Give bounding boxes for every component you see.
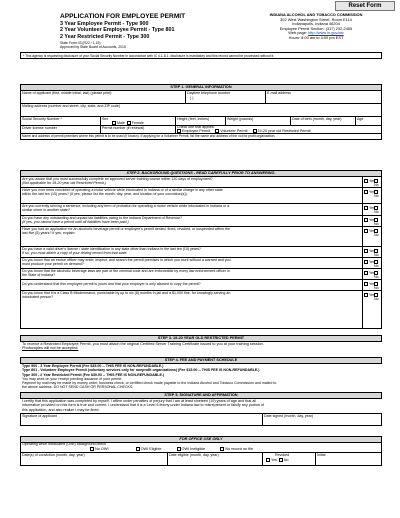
revoked-yes-label: Yes bbox=[271, 458, 277, 462]
yes-label: Yes bbox=[369, 218, 375, 222]
q5-answer bbox=[364, 229, 382, 233]
q9-no bbox=[374, 282, 379, 290]
agency-address2: Indianapolis, Indiana 46204 bbox=[292, 21, 340, 27]
female-checkbox[interactable] bbox=[127, 121, 131, 125]
agency-web-link[interactable]: http://www.in.gov/atc bbox=[308, 30, 344, 36]
daytime-phone-label: Daytime telephone number bbox=[187, 91, 231, 95]
q2-answer bbox=[364, 190, 382, 194]
q2-text: Have you ever been convicted of operating a motor vehicle while intoxicated in Indiana or of a similar charge in any other state bbox=[22, 188, 223, 192]
ssn-label: Social Security Number * bbox=[22, 117, 62, 121]
agency-block bbox=[250, 13, 382, 41]
agency-hours: Hours: 8:00 am to 4:00 pm EST bbox=[288, 34, 344, 40]
q1-yes-checkbox[interactable] bbox=[364, 179, 368, 183]
q6-text: Do you have a valid driver's license / state identification in any state other than Indiana in the last ten (10) years? bbox=[22, 247, 201, 251]
no-label: No bbox=[374, 183, 379, 188]
affirmation-line-1: I certify that this application was completed by myself. I affirm under penalties of perjury that I am at least nineteen (19) years of age and that all bbox=[22, 399, 257, 403]
owi-ineligible-checkbox[interactable] bbox=[177, 447, 181, 451]
permit-type-900: 3 Year Employee Permit - Type 900 bbox=[60, 21, 149, 27]
q8-note: the State of Indiana? bbox=[22, 273, 56, 278]
yes-label: Yes bbox=[369, 190, 375, 194]
q3-no bbox=[374, 206, 379, 214]
no-label: No bbox=[374, 275, 379, 280]
email-field[interactable] bbox=[267, 95, 379, 102]
q10-answer bbox=[364, 293, 382, 297]
question-7 bbox=[22, 258, 231, 267]
date-signed-field[interactable] bbox=[264, 418, 379, 425]
q1-note: (Not applicable for 19-20 year old Restricted Permit.) bbox=[22, 181, 106, 186]
applicant-name-label: Name of applicant (first, middle initial, last) (please print) bbox=[22, 91, 112, 95]
question-3 bbox=[22, 204, 229, 213]
question-5 bbox=[22, 227, 230, 236]
q4-text: Do you have any outstanding and unpaid tax liabilities owing to the Indiana Department of Revenue? bbox=[22, 216, 183, 220]
q2-yes-checkbox[interactable] bbox=[364, 190, 368, 194]
reset-form-button[interactable]: Reset Form bbox=[335, 1, 395, 11]
revoked-no-checkbox[interactable] bbox=[279, 458, 283, 462]
no-label: No bbox=[374, 194, 379, 199]
sex-options bbox=[112, 121, 144, 125]
restricted-permit-label: 19-20 year old Restricted Permit bbox=[257, 129, 311, 133]
step2-header: STEP 2. BACKGROUND QUESTIONS - READ CAREFULLY PRIOR TO ANSWERING. bbox=[20, 170, 382, 177]
q9-yes-checkbox[interactable] bbox=[364, 282, 368, 286]
owi-eligible-checkbox[interactable] bbox=[136, 447, 140, 451]
agency-phone: Employee Permit Section: (317) 232-2455 bbox=[279, 25, 353, 31]
q10-no bbox=[374, 293, 379, 301]
applicant-name-field[interactable] bbox=[22, 95, 182, 102]
male-label: Male bbox=[117, 121, 125, 125]
q5-note: last five (5) years? If yes, explain: bbox=[22, 231, 76, 236]
step3-header: STEP 3. 19-20 YEAR OLD RESTRICTED PERMIT bbox=[20, 335, 382, 342]
initial-label: Initial bbox=[317, 453, 326, 457]
step1-header: STEP 1. GENERAL INFORMATION bbox=[20, 84, 382, 91]
no-owi-label: No OWI bbox=[95, 447, 109, 451]
q8-answer bbox=[364, 271, 382, 275]
owi-check-label: Operating while intoxicated (OWI) background check bbox=[22, 442, 106, 446]
q7-note: must produce your permit on demand? bbox=[22, 262, 84, 267]
affirmation-text bbox=[22, 399, 264, 412]
q6-yes-checkbox[interactable] bbox=[364, 249, 368, 253]
q6-answer bbox=[364, 249, 382, 253]
question-1 bbox=[22, 177, 213, 186]
affirmation-line-3: this application, and also realize I may be fined. bbox=[22, 407, 100, 412]
employee-permit-label: Employee Permit bbox=[182, 129, 211, 133]
q10-note: intoxicated person? bbox=[22, 295, 54, 300]
ssn-notice: * This agency is requesting disclosure of your Social Security Number in accordance with IC 4-1-8-1; disclosure is mandatory and this record cannot be processed without it. bbox=[20, 52, 382, 59]
q1-text: Are you aware that you must successfully complete an approved server training course within 120 days of employment? bbox=[22, 177, 213, 181]
q7-yes-checkbox[interactable] bbox=[364, 260, 368, 264]
email-label: E-mail address bbox=[267, 91, 291, 95]
yes-label: Yes bbox=[369, 293, 375, 297]
q7-no bbox=[374, 260, 379, 268]
height-label: Height (feet, inches) bbox=[177, 117, 210, 121]
mailing-address-field[interactable] bbox=[22, 108, 378, 115]
weight-label: Weight (pounds) bbox=[227, 117, 254, 121]
permit-type-801: 2 Year Volunteer Employee Permit - Type 801 bbox=[60, 27, 175, 34]
q2-note: within the last ten (10) years? (If yes, please list the month, day, year, and location of your conviction(s)). bbox=[22, 192, 188, 197]
volunteer-permit-label: Volunteer Permit bbox=[220, 129, 248, 133]
web-prefix: Web page: bbox=[288, 30, 309, 36]
form-number bbox=[60, 41, 126, 50]
question-10 bbox=[22, 291, 230, 300]
check-one-label: Check one that applies: bbox=[177, 125, 215, 129]
question-2 bbox=[22, 188, 223, 197]
owi-options bbox=[90, 447, 380, 451]
q3-answer bbox=[364, 206, 382, 210]
yes-label: Yes bbox=[369, 229, 375, 233]
no-label: No bbox=[374, 222, 379, 227]
owi-eligible-label: OWI Eligible bbox=[140, 447, 162, 451]
male-checkbox[interactable] bbox=[112, 121, 116, 125]
owi-ineligible-label: OWI Ineligible bbox=[181, 447, 206, 451]
q4-no bbox=[374, 218, 379, 226]
agency-name: INDIANA ALCOHOL AND TOBACCO COMMISSION bbox=[269, 12, 363, 17]
permit-types bbox=[60, 21, 174, 40]
q4-yes-checkbox[interactable] bbox=[364, 218, 368, 222]
date-signed-label: Date signed (month, day, year) bbox=[264, 414, 314, 418]
yes-label: Yes bbox=[369, 260, 375, 264]
revoked-no-label: No bbox=[283, 458, 289, 462]
q8-no bbox=[374, 271, 379, 279]
date-eligible-label: Date eligible (month, day, year) bbox=[169, 453, 219, 457]
q8-text: Do you know that the alcoholic beverage laws are part of the criminal code and are enforceable by every law enforcement officer in bbox=[22, 269, 230, 273]
step3-text bbox=[22, 342, 264, 351]
office-header: FOR OFFICE USE ONLY bbox=[20, 436, 382, 443]
form-title: APPLICATION FOR EMPLOYEE PERMIT bbox=[60, 13, 186, 20]
q5-no bbox=[374, 229, 379, 237]
payment-line-3: the above address. DO NOT SEND CASH OR PERSONAL CHECKS. bbox=[22, 385, 134, 390]
agency-address1: 302 West Washington Street, Room E114 bbox=[280, 16, 352, 22]
question-4 bbox=[22, 216, 182, 225]
no-label: No bbox=[374, 297, 379, 302]
q10-yes-checkbox[interactable] bbox=[364, 293, 368, 297]
step3-line2: Photocopies will not be accepted. bbox=[22, 346, 79, 351]
q7-text: Do you know that an excise officer may enter, inspect, and search the permit premises in which you work without a warrant and you bbox=[22, 258, 231, 262]
permit-type-300: 2 Year Restricted Permit - Type 300 bbox=[60, 33, 150, 40]
fee-type-300: Type 300 - 2 Year Restricted Permit (Fee $30.00 -- THIS FEE IS NON-REFUNDABLE.) bbox=[22, 372, 165, 377]
employee-permit-checkbox[interactable] bbox=[177, 129, 181, 133]
question-8 bbox=[22, 269, 230, 278]
no-label: No bbox=[374, 253, 379, 258]
no-label: No bbox=[374, 286, 379, 291]
signature-field[interactable] bbox=[22, 418, 260, 425]
date-conviction-label: Date(s) of conviction (month, day, year) bbox=[22, 453, 85, 457]
q3-yes-checkbox[interactable] bbox=[364, 206, 368, 210]
q9-answer bbox=[364, 282, 382, 286]
no-label: No bbox=[374, 210, 379, 215]
fee-type-900: Type 900 - 3 Year Employee Permit (Fee $45.00 -- THIS FEE IS NON-REFUNDABLE.) bbox=[22, 364, 164, 368]
payment-line-1: You may work on your receipt pending issuance of your permit. bbox=[22, 376, 123, 381]
yes-label: Yes bbox=[369, 249, 375, 253]
form-number-text: State Form 43 (R22 / 1-15) bbox=[60, 41, 101, 45]
approved-text: Approved by State Board of Accounts, 2015 bbox=[60, 45, 126, 50]
q6-note: If so, you must attach a copy of your driving record from that state. bbox=[22, 251, 128, 256]
q1-no bbox=[374, 179, 379, 187]
no-label: No bbox=[374, 233, 379, 238]
revoked-yes-checkbox[interactable] bbox=[266, 458, 270, 462]
step4-header: STEP 4. FEE AND PAYMENT SCHEDULE bbox=[20, 357, 382, 364]
volunteer-permit-checkbox[interactable] bbox=[215, 129, 219, 133]
q10-text: Do you know that it is a Class B Misdemeanor, punishable by up to six (6) months in jail and a $1,000 fine, for knowingly serving an bbox=[22, 291, 231, 295]
driver-license-label: Driver license number bbox=[22, 126, 57, 130]
question-6 bbox=[22, 247, 201, 256]
no-owi-checkbox[interactable] bbox=[90, 447, 94, 451]
no-label: No bbox=[374, 264, 379, 269]
q8-yes-checkbox[interactable] bbox=[364, 271, 368, 275]
q6-no bbox=[374, 249, 379, 257]
affirmation-line-2: information provided on this form is true and correct. I understand that it is a Level 6 felony under Indiana law to misrepresent or falsify any portion of bbox=[22, 403, 265, 408]
premises-label: Name and address of permit premises where this permit is to be used (if known). If applying for a Volunteer Permit, list the name and address of the not for profit organization. bbox=[22, 134, 276, 138]
restricted-permit-checkbox[interactable] bbox=[253, 129, 257, 133]
q3-text: Are you currently serving a sentence, including any term of probation for operating a motor vehicle while intoxicated in Indiana or a bbox=[22, 204, 230, 208]
signature-label: Signature of applicant bbox=[22, 414, 57, 418]
revoked-label: Revoked bbox=[275, 453, 290, 457]
step5-header: STEP 5. SIGNATURE AND AFFIRMATION bbox=[20, 392, 382, 399]
age-label: Age bbox=[357, 117, 364, 121]
question-9: Do you understand that this employee permit is yours and that your employer is only allowed to copy the permit? bbox=[22, 282, 201, 286]
q1-answer bbox=[364, 179, 382, 183]
q4-answer bbox=[364, 218, 382, 222]
step3-line1: To receive a Restricted Employee Permit, you must attach the original Certified Server Training Certificate issued to you at your training session. bbox=[22, 342, 264, 346]
no-record-checkbox[interactable] bbox=[220, 447, 224, 451]
yes-label: Yes bbox=[369, 282, 375, 286]
female-label: Female bbox=[131, 121, 144, 125]
q4-note: (If yes, you cannot have a permit until all liabilities have been paid.) bbox=[22, 220, 129, 225]
dob-label: Date of birth (month, day, year) bbox=[292, 117, 342, 121]
q3-note: similar crime in another state? bbox=[22, 208, 70, 213]
sex-label: Sex bbox=[102, 117, 109, 121]
mailing-address-label: Mailing address (number and street, city, state, and ZIP code) bbox=[22, 104, 120, 108]
revoked-options bbox=[266, 458, 288, 462]
permit-number-label: Permit number (if renewal) bbox=[102, 126, 145, 130]
q5-yes-checkbox[interactable] bbox=[364, 229, 368, 233]
q5-text: Have you had an application for an alcoholic beverage permit or employee's permit denied, fined, revoked, or suspended within the bbox=[22, 227, 231, 231]
yes-label: Yes bbox=[369, 206, 375, 210]
payment-line-2: Payment by mail may be made by money order, business check, or certified check made payable to the Indiana Alcohol and Tobacco Commission and mailed to bbox=[22, 381, 277, 386]
q2-no bbox=[374, 190, 379, 198]
yes-label: Yes bbox=[369, 271, 375, 275]
q7-answer bbox=[364, 260, 382, 264]
no-record-label: No record on file bbox=[225, 447, 254, 451]
phone-field[interactable]: ( ) bbox=[190, 96, 194, 100]
fee-schedule bbox=[22, 364, 276, 390]
yes-label: Yes bbox=[369, 179, 375, 183]
permit-type-options bbox=[177, 129, 310, 133]
fee-type-801: Type 801 - Volunteer Employee Permit (voluntary services only for nonprofit organizations) (Fee $15.00 -- THIS FEE IS NON-REFUNDABLE.) bbox=[22, 368, 260, 373]
